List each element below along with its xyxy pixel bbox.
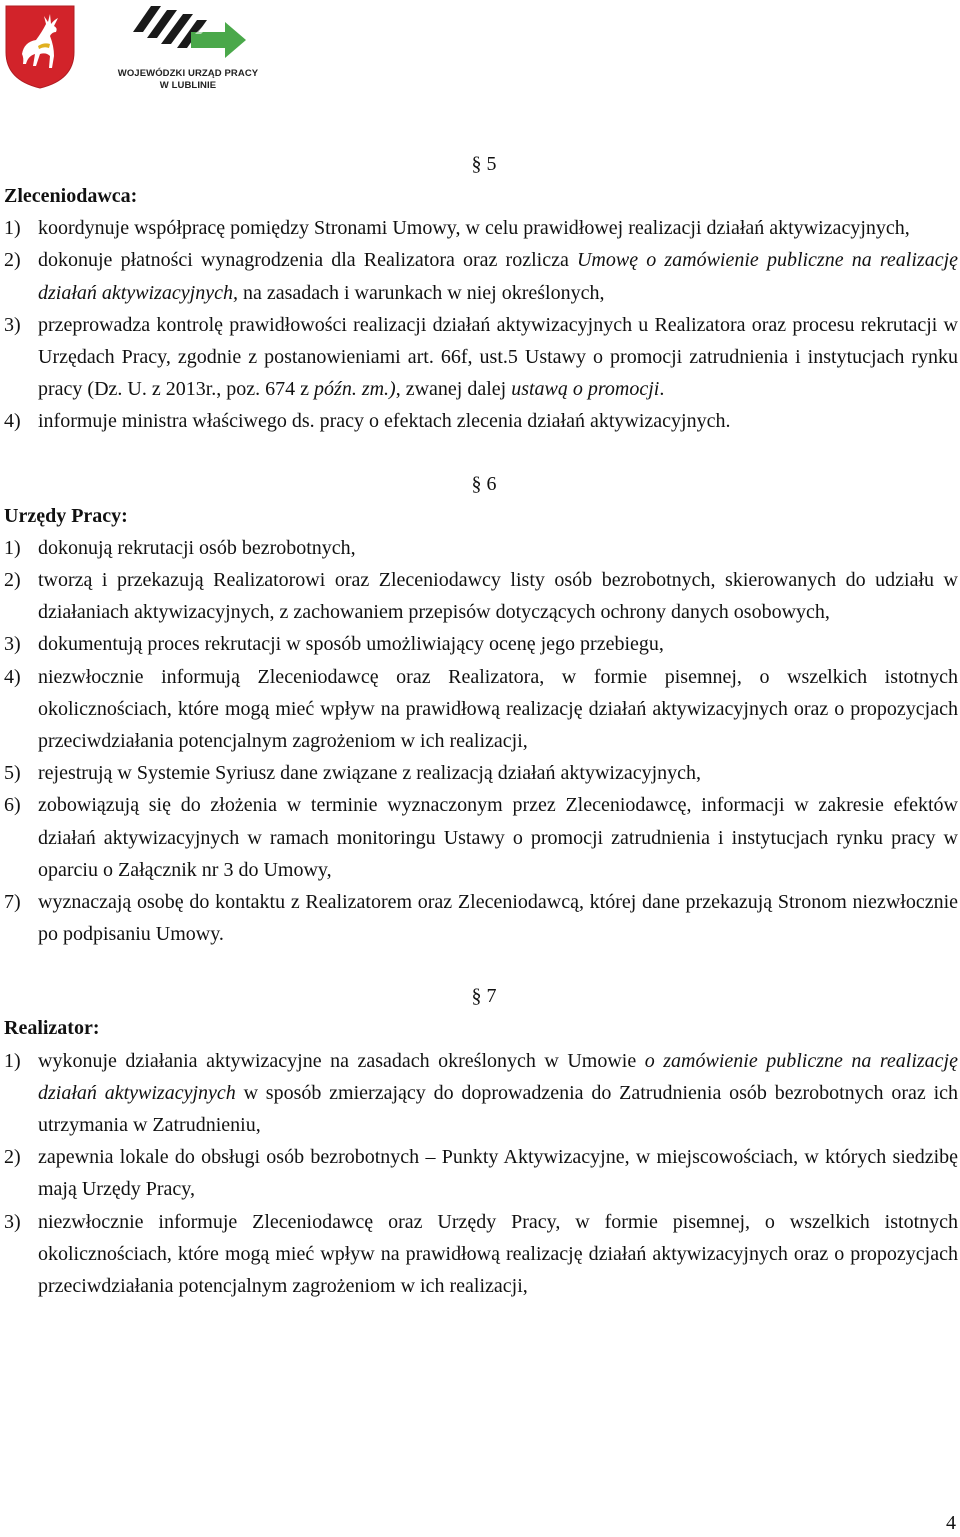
section-7-list (4, 1045, 958, 1303)
item-number: 6) (4, 794, 21, 817)
item-text: wyznaczają osobę do kontaktu z Realizatorem oraz Zleceniodawcą, której dane przekazują Stronom niezwłocznie po podpisaniu Umowy. (38, 891, 958, 946)
item-number: 1) (4, 1049, 21, 1072)
item-text: wykonuje działania aktywizacyjne na zasadach określonych w Umowie (38, 1049, 645, 1072)
section-7-title: Realizator: (4, 1017, 100, 1040)
item-number: 3) (4, 313, 21, 336)
item-number: 2) (4, 249, 21, 272)
item-text: informuje ministra właściwego ds. pracy o efektach zlecenia działań aktywizacyjnych. (38, 410, 731, 433)
item-text: niezwłocznie informuje Zleceniodawcę oraz Urzędy Pracy, w formie pisemnej, o wszelkich istotnych okolicznościach, które mogą mieć wpływ na prawidłową realizację działań aktywizacyjnych oraz o propozycjach przeciwdziałania potencjalnym zagrożeniom w ich realizacji, (38, 1210, 958, 1298)
item-text-italic: Umowę o zamówienie publiczne na realizację działań aktywizacyjnych, (38, 249, 958, 304)
item-text: koordynuje współpracę pomiędzy Stronami Umowy, w celu prawidłowej realizacji działań aktywizacyjnych, (38, 217, 910, 240)
item-text: dokonują rekrutacji osób bezrobotnych, (38, 536, 356, 559)
item-text: niezwłocznie informują Zleceniodawcę oraz Realizatora, w formie pisemnej, o wszelkich istotnych okolicznościach, które mogą mieć wpływ na prawidłową realizację działań aktywizacyjnych oraz o propozycjach przeciwdziałania potencjalnym zagrożeniom w ich realizacji, (38, 665, 958, 753)
list-item (4, 309, 958, 406)
item-text: zapewnia lokale do obsługi osób bezrobotnych – Punkty Aktywizacyjne, w miejscowościach, w których siedzibę mają Urzędy Pracy, (38, 1146, 958, 1201)
item-text: zobowiązują się do złożenia w terminie wyznaczonym przez Zleceniodawcę, informacji w zakresie efektów działań aktywizacyjnych w ramach monitoringu Ustawy o promocji zatrudnienia i instytucjach rynku pracy w oparciu o Załącznik nr 3 do Umowy, (38, 794, 958, 881)
item-number: 2) (4, 569, 21, 592)
item-text-italic: o zamówienie publiczne na realizację działań aktywizacyjnych (38, 1049, 958, 1104)
lublin-deer-crest-icon (2, 2, 78, 90)
institution-name-line2: W LUBLINIE (159, 80, 217, 91)
item-text: na zasadach i warunkach w niej określonych, (237, 281, 605, 304)
page-number: 4 (946, 1512, 956, 1534)
item-text: dokumentują proces rekrutacji w sposób umożliwiający ocenę jego przebiegu, (38, 633, 664, 656)
document-body (4, 148, 958, 1302)
item-text-italic: ustawą o promocji (511, 378, 660, 401)
list-item (4, 886, 958, 950)
section-5-list (4, 212, 958, 437)
item-text: w sposób zmierzający do doprowadzenia do Zatrudnienia osób bezrobotnych oraz ich utrzymania w Zatrudnieniu, (38, 1081, 958, 1137)
section-6-mark: § 6 (471, 472, 497, 495)
item-text: tworzą i przekazują Realizatorowi oraz Zleceniodawcy listy osób bezrobotnych, skierowanych do udziału w działaniach aktywizacyjnych, z zachowaniem przepisów dotyczących ochrony danych osobowych, (38, 569, 958, 624)
list-item (4, 564, 958, 628)
item-number: 1) (4, 536, 21, 559)
item-text: rejestrują w Systemie Syriusz dane związane z realizacją działań aktywizacyjnych, (38, 762, 702, 785)
list-item (4, 628, 958, 660)
item-number: 2) (4, 1146, 21, 1169)
institution-name-line1: WOJEWÓDZKI URZĄD PRACY (117, 68, 259, 79)
wup-arrows-logo-icon (125, 2, 247, 62)
section-6 (4, 468, 958, 951)
institution-name (108, 68, 268, 92)
list-item (4, 757, 958, 789)
section-5-mark: § 5 (471, 153, 497, 175)
list-item (4, 1141, 958, 1205)
item-number: 4) (4, 410, 21, 433)
list-item (4, 244, 958, 308)
item-number: 4) (4, 665, 21, 688)
list-item (4, 661, 958, 758)
item-number: 7) (4, 891, 21, 914)
section-5 (4, 148, 958, 438)
list-item (4, 212, 958, 244)
list-item (4, 405, 958, 437)
list-item (4, 789, 958, 886)
item-text: . (659, 378, 665, 401)
item-number: 5) (4, 762, 21, 785)
list-item (4, 1206, 958, 1303)
item-number: 3) (4, 633, 21, 656)
section-7 (4, 980, 958, 1302)
section-5-title: Zleceniodawca: (4, 185, 138, 207)
section-7-mark: § 7 (471, 985, 497, 1008)
item-number: 3) (4, 1210, 21, 1233)
section-6-title: Urzędy Pracy: (4, 504, 128, 527)
list-item (4, 1045, 958, 1142)
list-item (4, 532, 958, 564)
section-6-list (4, 532, 958, 951)
item-text: przeprowadza kontrolę prawidłowości realizacji działań aktywizacyjnych u Realizatora oraz procesu rekrutacji w Urzędach Pracy, zgodnie z postanowieniami art. 66f, ust.5 Ustawy o promocji zatrudnienia i instytucjach rynku pracy (Dz. U. z 2013r., poz. 674 z (38, 313, 958, 401)
item-text: , zwanej dalej (395, 378, 512, 401)
item-text: dokonuje płatności wynagrodzenia dla Realizatora oraz rozlicza (38, 249, 577, 272)
document-header (0, 0, 280, 100)
item-number: 1) (4, 217, 21, 240)
item-text-italic: późn. zm.) (314, 378, 396, 401)
